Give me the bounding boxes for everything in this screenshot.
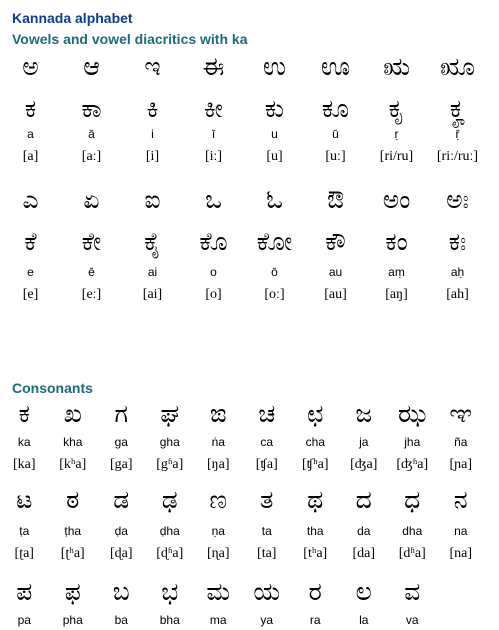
ipa-cell: [ʧa] (255, 457, 278, 472)
glyph-cell: ಫ (64, 577, 81, 606)
transliteration-cell: ḍa (114, 524, 128, 538)
ipa-cell: [aː] (81, 149, 102, 164)
ipa-cell: [ɲa] (449, 457, 473, 472)
glyph-cell: ಥ (307, 485, 324, 514)
glyph-cell: ಠ (66, 485, 80, 514)
glyph-cell: ಖ (63, 399, 82, 428)
ipa-cell: [ʤa] (350, 457, 378, 472)
glyph-cell: ಋ (383, 52, 410, 81)
glyph-cell: ಕೈ (144, 227, 161, 256)
ipa-cell: [uː] (325, 149, 346, 164)
transliteration-cell: a (27, 127, 34, 141)
glyph-cell: ಡ (113, 485, 130, 514)
transliteration-cell: i (151, 127, 154, 141)
glyph-cell: ಕೂ (321, 94, 350, 123)
glyph-cell: ಕೃ (388, 94, 405, 123)
consonant-latin-row-3 (0, 610, 485, 630)
glyph-cell: ಕು (264, 94, 285, 123)
glyph-cell: ಭ (161, 577, 179, 606)
transliteration-cell: e (27, 265, 34, 279)
ipa-cell: [tʰa] (303, 546, 328, 561)
glyph-cell: ಊ (320, 52, 351, 81)
ipa-cell: [ga] (109, 457, 133, 472)
ipa-cell: [ri/ru] (379, 149, 414, 164)
glyph-cell: ಟ (16, 485, 33, 514)
consonants-heading: Consonants (12, 380, 93, 396)
transliteration-cell: ṇa (211, 524, 225, 538)
glyph-cell: ಕಂ (385, 227, 408, 256)
transliteration-cell: bha (159, 613, 180, 627)
transliteration-cell: ca (260, 435, 274, 449)
transliteration-cell: aṃ (388, 265, 405, 279)
vowel-letters-row-2 (0, 179, 488, 221)
transliteration-cell: la (359, 613, 369, 627)
glyph-cell: ಚ (258, 399, 276, 428)
page-title: Kannada alphabet (12, 10, 133, 26)
transliteration-cell: ta (261, 524, 272, 538)
transliteration-cell: va (405, 613, 419, 627)
transliteration-cell: ma (209, 613, 227, 627)
glyph-cell: ಔ (326, 185, 345, 214)
glyph-cell: ಯ (253, 577, 281, 606)
transliteration-cell: ka (17, 435, 31, 449)
ipa-cell: [kʰa] (59, 457, 87, 472)
transliteration-cell: ya (260, 613, 274, 627)
glyph-cell: ಣ (209, 485, 228, 514)
vowel-letters-row-1 (0, 46, 488, 88)
glyph-cell: ಙ (209, 399, 227, 428)
glyph-cell: ರ (308, 577, 322, 606)
vowel-latin-row-1 (0, 124, 488, 144)
consonant-letters-row-2 (0, 480, 485, 520)
ipa-cell: [u] (266, 149, 283, 164)
transliteration-cell: na (454, 524, 468, 538)
glyph-cell: ಐ (144, 185, 161, 214)
glyph-cell: ಕೋ (256, 227, 293, 256)
ipa-cell: [o] (205, 287, 222, 302)
glyph-cell: ವ (404, 577, 421, 606)
glyph-cell: ಝ (397, 399, 427, 428)
glyph-cell: ಢ (161, 485, 178, 514)
glyph-cell: ಅ (22, 52, 39, 81)
ipa-cell: [ɖʱa] (156, 546, 184, 561)
vowel-latin-row-2 (0, 262, 488, 282)
consonant-letters-row-3 (0, 572, 485, 612)
glyph-cell: ಕ (18, 399, 30, 428)
glyph-cell: ಕೆ (24, 227, 37, 256)
glyph-cell: ಈ (202, 52, 225, 81)
transliteration-cell: ṛ (394, 127, 399, 141)
glyph-cell: ದ (355, 485, 372, 514)
glyph-cell: ನ (453, 485, 468, 514)
vowel-ipa-row-2 (0, 284, 488, 306)
glyph-cell: ಎ (22, 185, 39, 214)
ipa-cell: [ʤʱa] (396, 457, 429, 472)
transliteration-cell: gha (159, 435, 180, 449)
transliteration-cell: ḍha (159, 524, 180, 538)
ipa-cell: [na] (449, 546, 473, 561)
transliteration-cell: da (357, 524, 371, 538)
transliteration-cell: ṭa (19, 524, 30, 538)
glyph-cell: ಕಾ (81, 94, 102, 123)
transliteration-cell: u (271, 127, 278, 141)
transliteration-cell: ṭha (64, 524, 82, 538)
glyph-cell: ಮ (206, 577, 231, 606)
transliteration-cell: ō (271, 265, 278, 279)
transliteration-cell: ṝ (455, 127, 460, 141)
transliteration-cell: dha (402, 524, 423, 538)
ipa-cell: [dʱa] (398, 546, 426, 561)
glyph-cell: ತ (260, 485, 274, 514)
ipa-cell: [ʈa] (14, 546, 34, 561)
transliteration-cell: ṅa (211, 435, 225, 449)
glyph-cell: ಧ (404, 485, 421, 514)
glyph-cell: ಓ (266, 185, 283, 214)
transliteration-cell: ña (454, 435, 468, 449)
ipa-cell: [i] (145, 149, 160, 164)
ipa-cell: [ka] (12, 457, 36, 472)
ipa-cell: [ŋa] (207, 457, 230, 472)
ipa-cell: [riː/ruː] (436, 149, 479, 164)
glyph-cell: ಕ (24, 94, 37, 123)
transliteration-cell: ja (359, 435, 369, 449)
glyph-cell: ಅಂ (382, 185, 411, 214)
glyph-cell: ಒ (205, 185, 222, 214)
consonant-latin-row-1 (0, 432, 485, 452)
ipa-cell: [au] (324, 287, 347, 302)
transliteration-cell: ū (332, 127, 339, 141)
transliteration-cell: ā (88, 127, 95, 141)
consonant-ipa-row-2 (0, 543, 485, 565)
ipa-cell: [a] (22, 149, 39, 164)
transliteration-cell: ra (309, 613, 321, 627)
transliteration-cell: ba (114, 613, 128, 627)
transliteration-cell: tha (306, 524, 324, 538)
ipa-cell: [ɖa] (109, 546, 133, 561)
glyph-cell: ಕಃ (448, 227, 467, 256)
glyph-cell: ಞ (449, 399, 473, 428)
transliteration-cell: cha (305, 435, 325, 449)
ipa-cell: [ta] (257, 546, 277, 561)
transliteration-cell: ai (147, 265, 158, 279)
ipa-cell: [ɳa] (206, 546, 230, 561)
glyph-cell: ಗ (114, 399, 129, 428)
transliteration-cell: au (328, 265, 343, 279)
glyph-cell: ಕೀ (204, 94, 223, 123)
ipa-cell: [iː] (204, 149, 223, 164)
glyph-cell: ಅಃ (446, 185, 469, 214)
glyph-cell: ಉ (262, 52, 287, 81)
transliteration-cell: ē (88, 265, 95, 279)
transliteration-cell: aḥ (450, 265, 465, 279)
transliteration-cell: jha (404, 435, 421, 449)
ipa-cell: [ah] (446, 287, 469, 302)
glyph-cell: ಕಿ (146, 94, 159, 123)
ipa-cell: [gʱa] (156, 457, 184, 472)
vowel-ipa-row-1 (0, 146, 488, 168)
vowel-with-ka-row-2 (0, 221, 488, 263)
consonant-ipa-row-1 (0, 454, 485, 476)
vowels-heading: Vowels and vowel diacritics with ka (12, 31, 248, 47)
glyph-cell: ಕೇ (81, 227, 102, 256)
transliteration-cell: o (210, 265, 217, 279)
transliteration-cell: kha (63, 435, 83, 449)
transliteration-cell: pha (62, 613, 83, 627)
glyph-cell: ಕೄ (449, 94, 466, 123)
ipa-cell: [aŋ] (385, 287, 408, 302)
ipa-cell: [ai] (142, 287, 163, 302)
glyph-cell: ಜ (355, 399, 373, 428)
consonant-letters-row-1 (0, 394, 485, 434)
ipa-cell: [ʧʰa] (302, 457, 329, 472)
glyph-cell: ಕೊ (199, 227, 228, 256)
transliteration-cell: pa (17, 613, 31, 627)
transliteration-cell: ga (114, 435, 128, 449)
glyph-cell: ಲ (355, 577, 372, 606)
ipa-cell: [ʈʰa] (60, 546, 85, 561)
transliteration-cell: ī (211, 127, 216, 141)
glyph-cell: ಇ (144, 52, 161, 81)
ipa-cell: [oː] (264, 287, 285, 302)
ipa-cell: [e] (22, 287, 39, 302)
ipa-cell: [eː] (81, 287, 102, 302)
glyph-cell: ಘ (160, 399, 180, 428)
glyph-cell: ಏ (83, 185, 100, 214)
consonant-latin-row-2 (0, 521, 485, 541)
ipa-cell: [da] (352, 546, 376, 561)
glyph-cell: ಕೌ (325, 227, 346, 256)
glyph-cell: ಆ (83, 52, 100, 81)
glyph-cell: ಛ (307, 399, 324, 428)
glyph-cell: ಬ (112, 577, 130, 606)
glyph-cell: ೠ (440, 52, 475, 81)
glyph-cell: ಪ (16, 577, 33, 606)
